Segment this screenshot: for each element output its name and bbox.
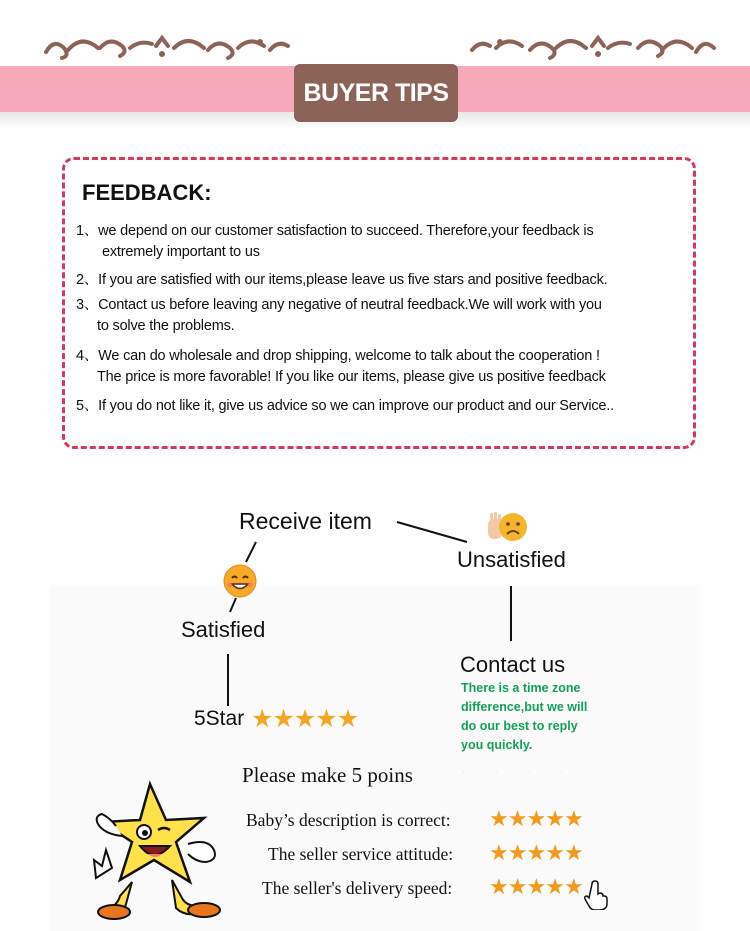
feedback-line: 3、Contact us before leaving any negative of neutral feedback.We will work with you	[76, 297, 602, 313]
connector-smiley-satisfied	[226, 596, 240, 616]
ornament-right	[452, 28, 722, 68]
cartoon-star-mascot	[92, 778, 228, 920]
feedback-line: 1、we depend on our customer satisfaction to succeed. Therefore,your feedback is	[76, 223, 594, 239]
satisfied-label: Satisfied	[181, 617, 266, 642]
star-icon: ★	[545, 806, 564, 831]
unsatisfied-label: Unsatisfied	[457, 547, 566, 572]
star-icon: ★	[507, 840, 527, 865]
connector-satisfied-5star	[227, 654, 229, 706]
five-star-rating	[251, 704, 358, 734]
rating-stars-description	[489, 806, 583, 832]
ratings-heading: Please make 5 poins	[242, 763, 413, 787]
ornament-left	[38, 28, 308, 68]
star-icon: ★	[293, 705, 316, 733]
rating-label-delivery: The seller's delivery speed:	[262, 878, 453, 898]
connector-receive-unsatisfied	[395, 518, 475, 548]
smiley-face-icon	[222, 563, 258, 599]
contact-us-label: Contact us	[460, 652, 566, 677]
star-icon: ★	[563, 806, 583, 831]
star-icon: ★	[545, 840, 564, 865]
feedback-line: 5、If you do not like it, give us advice so we can improve our product and our Service..	[76, 398, 614, 414]
rating-label-description: Baby’s description is correct:	[246, 810, 451, 830]
connector-unsatisfied-contact	[510, 586, 512, 641]
star-icon: ★	[526, 874, 546, 899]
contact-note-line: you quickly.	[461, 738, 533, 752]
page-title: BUYER TIPS	[294, 64, 458, 122]
frowning-face-with-hand-icon	[486, 511, 530, 547]
star-icon: ★	[545, 874, 564, 899]
star-icon: ★	[272, 705, 294, 733]
feedback-line: 4、We can do wholesale and drop shipping, welcome to talk about the cooperation !	[76, 348, 600, 364]
feedback-line: to solve the problems.	[97, 318, 235, 334]
rating-label-service: The seller service attitude:	[268, 844, 454, 864]
feedback-title: FEEDBACK:	[82, 180, 212, 205]
contact-note-line: difference,but we will	[461, 700, 588, 714]
star-icon: ★	[489, 874, 508, 899]
star-icon: ★	[526, 840, 546, 865]
hand-pointer-icon	[584, 880, 608, 910]
star-icon: ★	[563, 840, 583, 865]
star-icon: ★	[507, 806, 527, 831]
faint-dots: · · · · ·	[462, 768, 611, 777]
rating-stars-delivery	[489, 874, 583, 900]
feedback-line: 2、If you are satisfied with our items,please leave us five stars and positive feedback.	[76, 272, 608, 288]
contact-note-line: There is a time zone	[461, 681, 581, 695]
star-icon: ★	[526, 806, 546, 831]
star-icon: ★	[315, 705, 337, 733]
star-icon: ★	[336, 705, 359, 733]
receive-item-label: Receive item	[239, 508, 372, 534]
rating-stars-service	[489, 840, 583, 866]
star-icon: ★	[251, 705, 273, 733]
feedback-line: The price is more favorable! If you like our items, please give us positive feedback	[97, 369, 606, 385]
five-star-label: 5Star	[194, 707, 245, 730]
feedback-line: extremely important to us	[102, 244, 260, 260]
star-icon: ★	[489, 840, 508, 865]
star-icon: ★	[507, 874, 527, 899]
contact-note-line: do our best to reply	[461, 719, 578, 733]
star-icon: ★	[489, 806, 508, 831]
star-icon: ★	[563, 874, 583, 899]
